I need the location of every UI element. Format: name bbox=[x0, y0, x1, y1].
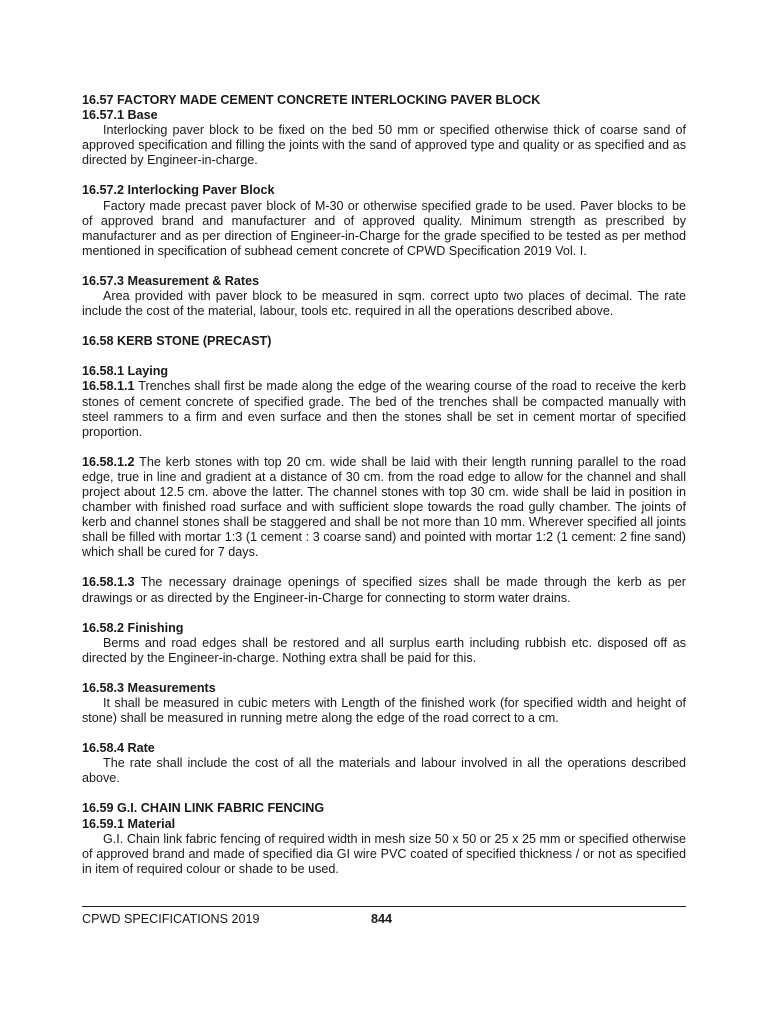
paragraph-16-58-4: The rate shall include the cost of all the materials and labour involved in all the operations described above. bbox=[82, 756, 686, 786]
subhead-16-58-1: 16.58.1 Laying bbox=[82, 364, 169, 379]
subhead-16-59-1: 16.59.1 Material bbox=[82, 816, 176, 831]
paragraph-16-58-1-3 bbox=[82, 575, 686, 605]
paragraph-16-58-2: Berms and road edges shall be restored and all surplus earth including rubbish etc. disposed off as directed by the Engineer-in-charge. Nothing extra shall be paid for this. bbox=[82, 635, 686, 665]
subhead-16-57-1: 16.57.1 Base bbox=[82, 108, 158, 123]
clause-text: The necessary drainage openings of specified sizes shall be made through the kerb as per drawings or as directed by the Engineer-in-Charge for connecting to storm water drains. bbox=[82, 575, 686, 605]
subhead-16-58-4: 16.58.4 Rate bbox=[82, 741, 155, 756]
clause-text: The kerb stones with top 20 cm. wide shall be laid with their length running parallel to the road edge, true in line and gradient at a distance of 30 cm. from the road edge to allow for the channel and shall project about 12.5 cm. above the latter. The channel stones with top 30 cm. wide shall be laid in position in chamber with finished road surface and with sufficient slope towards the road gully chamber. The joints of kerb and channel stones shall be staggered and shall be not more than 10 mm. Wherever specified all joints shall be filled with mortar 1:3 (1 cement : 3 coarse sand) and pointed with mortar 1:2 (1 cement: 2 fine sand) which shall be cured for 7 days. bbox=[82, 454, 686, 560]
footer-divider bbox=[82, 906, 686, 907]
page-body bbox=[82, 93, 686, 877]
clause-number: 16.58.1.2 bbox=[82, 454, 135, 469]
paragraph-16-58-1-1 bbox=[82, 379, 686, 439]
section-title-16-59: 16.59 G.I. CHAIN LINK FABRIC FENCING bbox=[82, 801, 325, 816]
section-title-16-58: 16.58 KERB STONE (PRECAST) bbox=[82, 334, 272, 349]
footer-publication: CPWD SPECIFICATIONS 2019 bbox=[82, 912, 260, 926]
paragraph-16-57-2: Factory made precast paver block of M-30 or otherwise specified grade to be used. Paver blocks to be of approved brand and manufacturer and of approved quality. Minimum strength as prescribed by manufacturer and as per direction of Engineer-in-Charge for the grade specified to be tested as per method mentioned in specification of subhead cement concrete of CPWD Specification 2019 Vol. I. bbox=[82, 198, 686, 258]
subhead-16-58-2: 16.58.2 Finishing bbox=[82, 620, 184, 635]
clause-text: Trenches shall first be made along the edge of the wearing course of the road to receive the kerb stones of cement concrete of specified grade. The bed of the trenches shall be compacted manually with steel rammers to a firm and even surface and then the stones shall be set in cement mortar of specified proportion. bbox=[82, 379, 686, 439]
page-number: 844 bbox=[371, 912, 393, 926]
paragraph-16-59-1: G.I. Chain link fabric fencing of required width in mesh size 50 x 50 or 25 x 25 mm or specified otherwise of approved brand and made of specified dia GI wire PVC coated of specified thickness / or not as specified in item of required colour or shade to be used. bbox=[82, 831, 686, 876]
paragraph-16-57-3: Area provided with paver block to be measured in sqm. correct upto two places of decimal. The rate include the cost of the material, labour, tools etc. required in all the operations described above. bbox=[82, 289, 686, 319]
clause-number: 16.58.1.1 bbox=[82, 379, 135, 394]
paragraph-16-58-1-2 bbox=[82, 455, 686, 561]
clause-number: 16.58.1.3 bbox=[82, 575, 135, 590]
paragraph-16-57-1: Interlocking paver block to be fixed on the bed 50 mm or specified otherwise thick of coarse sand of approved specification and filling the joints with the sand of approved type and quality or as specified and as directed by Engineer-in-charge. bbox=[82, 123, 686, 168]
section-title-16-57: 16.57 FACTORY MADE CEMENT CONCRETE INTERLOCKING PAVER BLOCK bbox=[82, 93, 541, 107]
subhead-16-58-3: 16.58.3 Measurements bbox=[82, 680, 216, 695]
subhead-16-57-3: 16.57.3 Measurement & Rates bbox=[82, 273, 260, 288]
subhead-16-57-2: 16.57.2 Interlocking Paver Block bbox=[82, 183, 275, 198]
paragraph-16-58-3: It shall be measured in cubic meters with Length of the finished work (for specified width and height of stone) shall be measured in running metre along the edge of the road correct to a cm. bbox=[82, 696, 686, 726]
